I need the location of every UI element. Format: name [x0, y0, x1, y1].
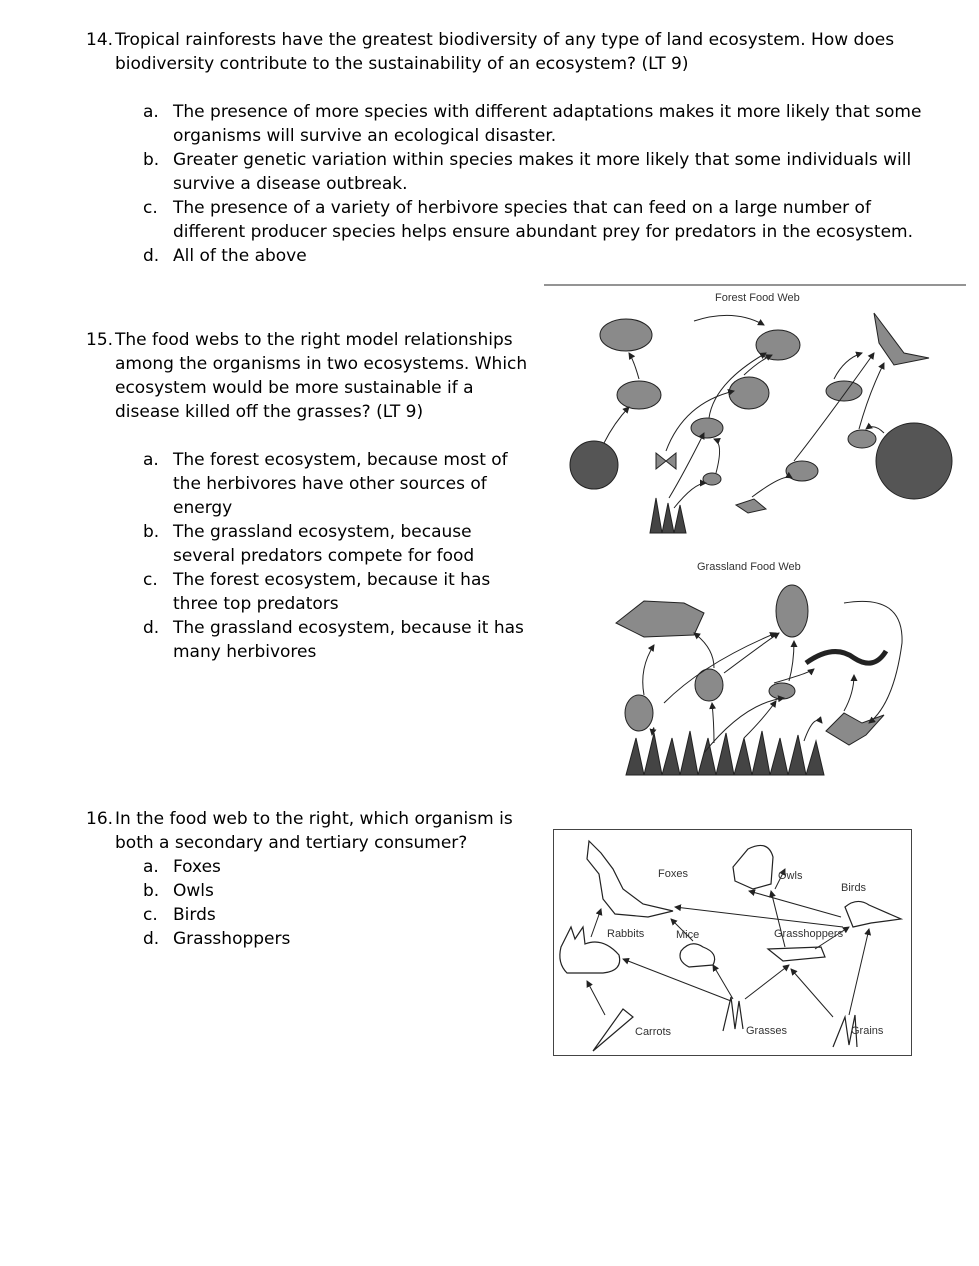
question-15	[86, 328, 532, 424]
q15-option-b[interactable]	[143, 520, 528, 568]
q14-options	[143, 100, 933, 268]
option-letter: a.	[143, 450, 159, 470]
q15-option-a[interactable]	[143, 448, 528, 520]
grass-grassland-icon	[626, 731, 824, 775]
question-number: 16.	[86, 809, 114, 829]
q16-food-web-figure	[553, 829, 913, 1057]
bird-icon	[826, 713, 884, 745]
option-letter: a.	[143, 857, 159, 877]
goose-icon	[848, 430, 876, 448]
q14-option-b[interactable]	[143, 148, 933, 196]
option-letter: b.	[143, 522, 160, 542]
squirrel-icon	[786, 461, 818, 481]
question-stem: The food webs to the right model relationships among the organisms in two ecosystems. Which ecosystem would be more sustainable if a disease killed off the grasses? (LT 9)	[115, 330, 528, 422]
wolf-grassland-icon	[616, 601, 704, 637]
option-text: The grassland ecosystem, because several predators compete for food	[173, 522, 475, 566]
food-webs-figure	[544, 283, 968, 783]
option-text: Foxes	[173, 857, 221, 877]
forest-web-title: Forest Food Web	[715, 292, 800, 304]
option-letter: c.	[143, 905, 158, 925]
q15-options	[143, 448, 528, 664]
label-carrots: Carrots	[635, 1026, 672, 1038]
q14-option-c[interactable]	[143, 196, 933, 244]
squirrel-grassland-icon	[625, 695, 653, 731]
q16-option-b[interactable]	[143, 879, 443, 903]
snake-icon	[806, 651, 886, 663]
raccoon-large-icon	[600, 319, 652, 351]
skunk-icon	[826, 381, 862, 401]
label-foxes: Foxes	[658, 868, 688, 880]
option-text: The grassland ecosystem, because it has many herbivores	[173, 618, 524, 662]
q14-option-d[interactable]	[143, 244, 933, 268]
option-text: The presence of a variety of herbivore species that can feed on a large number of different producer species helps ensure abundant prey for predators in the ecosystem.	[173, 198, 914, 242]
option-letter: d.	[143, 929, 160, 949]
elk-icon	[729, 377, 769, 409]
question-number: 15.	[86, 330, 114, 350]
option-letter: c.	[143, 570, 158, 590]
q16-option-c[interactable]	[143, 903, 443, 927]
question-stem: In the food web to the right, which organism is both a secondary and tertiary consumer?	[115, 809, 513, 853]
shrub-left-icon	[570, 441, 618, 489]
option-text: Owls	[173, 881, 214, 901]
shrub-right-icon	[876, 423, 952, 499]
q15-option-d[interactable]	[143, 616, 528, 664]
label-grasshoppers: Grasshoppers	[774, 928, 844, 940]
label-rabbits: Rabbits	[607, 928, 645, 940]
label-grains: Grains	[851, 1025, 884, 1037]
q16-option-d[interactable]	[143, 927, 443, 951]
option-text: All of the above	[173, 246, 307, 266]
option-letter: b.	[143, 150, 160, 170]
option-text: Greater genetic variation within species makes it more likely that some individuals will survive a disease outbreak.	[173, 150, 912, 194]
q14-option-a[interactable]	[143, 100, 933, 148]
question-14	[86, 28, 946, 76]
option-letter: c.	[143, 198, 158, 218]
label-grasses: Grasses	[746, 1025, 787, 1037]
label-owls: Owls	[778, 870, 803, 882]
question-number: 14.	[86, 30, 114, 50]
label-birds: Birds	[841, 882, 867, 894]
insect-icon	[736, 499, 766, 513]
grassland-web-title: Grassland Food Web	[697, 561, 801, 573]
option-letter: a.	[143, 102, 159, 122]
option-letter: d.	[143, 618, 160, 638]
option-letter: b.	[143, 881, 160, 901]
q16-options	[143, 855, 443, 951]
option-letter: d.	[143, 246, 160, 266]
option-text: The forest ecosystem, because it has three top predators	[173, 570, 491, 614]
q16-option-a[interactable]	[143, 855, 443, 879]
butterfly-icon	[656, 453, 676, 469]
grassland-organisms	[616, 585, 886, 775]
option-text: The presence of more species with different adaptations makes it more likely that some organisms will survive an ecological disaster.	[173, 102, 922, 146]
owl-icon	[776, 585, 808, 637]
forest-organisms	[570, 313, 952, 533]
deer-icon	[617, 381, 661, 409]
raccoon-icon	[691, 418, 723, 438]
mouse-grassland-icon	[769, 683, 795, 699]
option-text: Birds	[173, 905, 216, 925]
grass-forest-icon	[650, 498, 686, 533]
hawk-icon	[874, 313, 929, 365]
option-text: Grasshoppers	[173, 929, 291, 949]
question-stem: Tropical rainforests have the greatest biodiversity of any type of land ecosystem. How does biodiversity contribute to the sustainability of an ecosystem? (LT 9)	[115, 30, 895, 74]
q15-option-c[interactable]	[143, 568, 528, 616]
option-text: The forest ecosystem, because most of the herbivores have other sources of energy	[173, 450, 508, 518]
question-16	[86, 807, 536, 855]
label-mice: Mice	[676, 929, 700, 941]
